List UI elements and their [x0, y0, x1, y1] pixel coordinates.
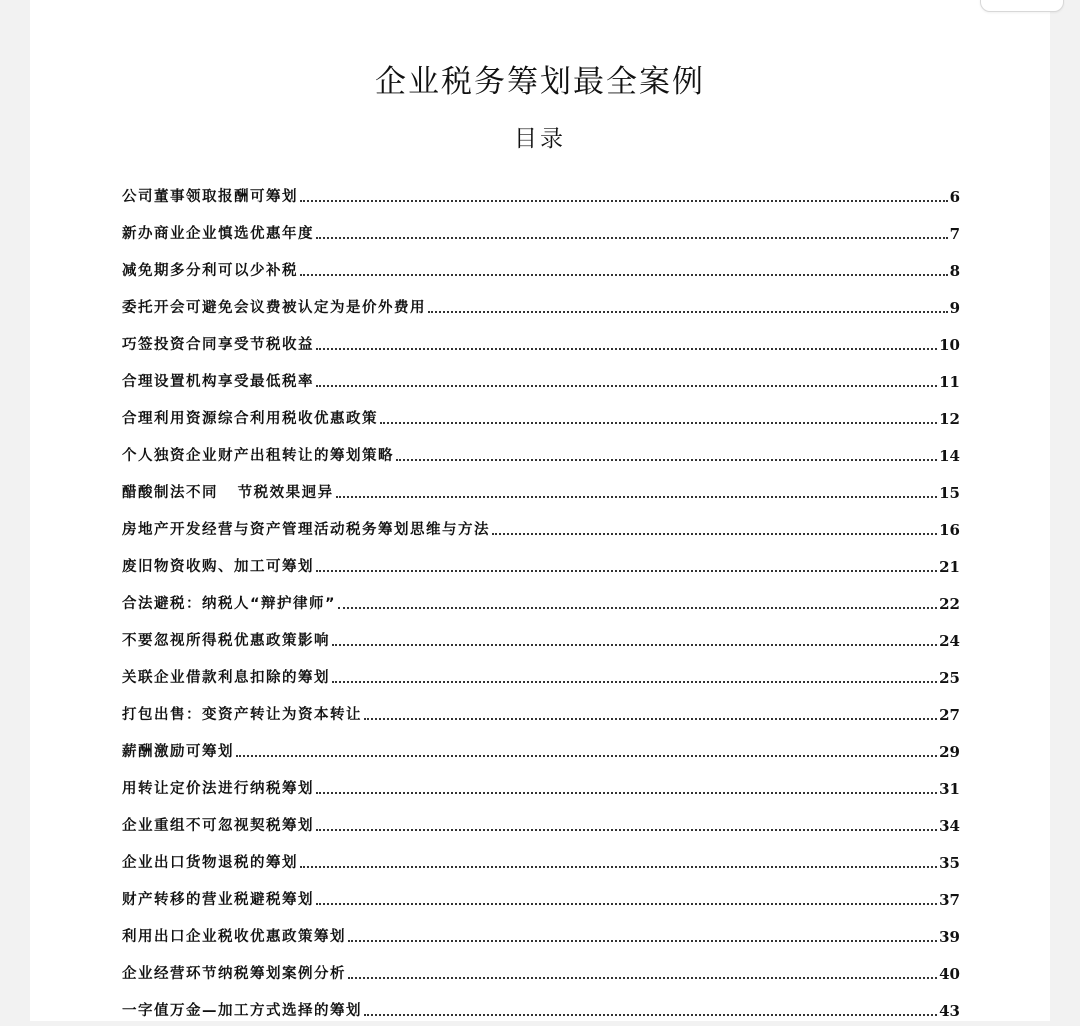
toc-entry[interactable]: [122, 841, 960, 878]
toc-entry[interactable]: [122, 619, 960, 656]
toc-entry[interactable]: [122, 693, 960, 730]
toc-entry-page-number: 10: [939, 336, 960, 354]
toc-entry-title: 公司董事领取报酬可筹划: [122, 189, 298, 205]
toc-entry-title: 一字值万金—加工方式选择的筹划: [122, 1003, 362, 1019]
toc-dot-leader: [316, 792, 937, 794]
toc-entry[interactable]: [122, 767, 960, 804]
toc-dot-leader: [300, 866, 937, 868]
toc-entry-page-number: 24: [939, 632, 960, 650]
toc-entry-title: 合理利用资源综合利用税收优惠政策: [122, 411, 378, 427]
toc-entry[interactable]: [122, 508, 960, 545]
toc-entry-title: 合法避税：纳税人“辩护律师”: [122, 596, 337, 612]
toc-entry[interactable]: [122, 804, 960, 841]
table-of-contents: [122, 175, 960, 1026]
toc-entry-title: 打包出售：变资产转让为资本转让: [122, 707, 362, 723]
toc-heading: 目录: [514, 126, 566, 152]
toc-entry-page-number: 27: [939, 706, 960, 724]
document-page: [30, 0, 1050, 1021]
toc-dot-leader: [316, 348, 937, 350]
toc-entry-page-number: 22: [939, 595, 960, 613]
toc-entry-title: 不要忽视所得税优惠政策影响: [122, 633, 330, 649]
toc-entry[interactable]: [122, 434, 960, 471]
toc-entry[interactable]: [122, 878, 960, 915]
toc-dot-leader: [316, 829, 937, 831]
toc-entry-page-number: 15: [939, 484, 960, 502]
toc-entry-page-number: 39: [939, 928, 960, 946]
toc-entry-page-number: 43: [939, 1002, 960, 1020]
toc-entry-title: 个人独资企业财产出租转让的筹划策略: [122, 448, 394, 464]
toc-entry[interactable]: [122, 989, 960, 1026]
toc-entry[interactable]: [122, 397, 960, 434]
toc-entry-page-number: 35: [939, 854, 960, 872]
toc-dot-leader: [336, 496, 937, 498]
toc-entry[interactable]: [122, 212, 960, 249]
toc-entry[interactable]: [122, 952, 960, 989]
toc-entry-page-number: 37: [939, 891, 960, 909]
toc-entry[interactable]: [122, 915, 960, 952]
toc-dot-leader: [316, 903, 937, 905]
toc-dot-leader: [396, 459, 937, 461]
toc-dot-leader: [428, 311, 948, 313]
toc-dot-leader: [364, 1014, 937, 1016]
toc-dot-leader: [348, 940, 937, 942]
toc-entry-page-number: 16: [939, 521, 960, 539]
toc-dot-leader: [338, 607, 937, 609]
toc-entry-title: 企业出口货物退税的筹划: [122, 855, 298, 871]
toc-entry[interactable]: [122, 582, 960, 619]
toc-entry-page-number: 14: [939, 447, 960, 465]
toc-entry-page-number: 9: [949, 299, 960, 317]
toc-entry-page-number: 11: [939, 373, 960, 391]
toc-entry-title: 房地产开发经营与资产管理活动税务筹划思维与方法: [122, 522, 490, 538]
toc-entry-page-number: 12: [939, 410, 960, 428]
toc-entry-title: 财产转移的营业税避税筹划: [122, 892, 314, 908]
toc-entry-title: 利用出口企业税收优惠政策筹划: [122, 929, 346, 945]
toc-dot-leader: [364, 718, 937, 720]
toc-entry[interactable]: [122, 545, 960, 582]
toc-entry-page-number: 8: [949, 262, 960, 280]
toc-dot-leader: [300, 200, 948, 202]
floating-toolbar-tab[interactable]: [980, 0, 1064, 12]
toc-entry-title: 委托开会可避免会议费被认定为是价外费用: [122, 300, 426, 316]
toc-dot-leader: [236, 755, 937, 757]
toc-entry-title: 企业经营环节纳税筹划案例分析: [122, 966, 346, 982]
toc-entry-page-number: 31: [939, 780, 960, 798]
toc-entry-title: 减免期多分利可以少补税: [122, 263, 298, 279]
toc-dot-leader: [348, 977, 937, 979]
toc-entry-page-number: 7: [949, 225, 960, 243]
toc-dot-leader: [316, 237, 948, 239]
toc-entry[interactable]: [122, 360, 960, 397]
document-title: 企业税务筹划最全案例: [375, 64, 705, 100]
toc-entry-title: 醋酸制法不同 节税效果迥异: [122, 485, 334, 501]
toc-entry-page-number: 6: [949, 188, 960, 206]
toc-dot-leader: [332, 681, 937, 683]
toc-entry-title: 用转让定价法进行纳税筹划: [122, 781, 314, 797]
toc-entry-page-number: 40: [939, 965, 960, 983]
toc-entry-page-number: 21: [939, 558, 960, 576]
toc-entry[interactable]: [122, 730, 960, 767]
toc-entry-title: 废旧物资收购、加工可筹划: [122, 559, 314, 575]
toc-entry-title: 薪酬激励可筹划: [122, 744, 234, 760]
toc-dot-leader: [300, 274, 948, 276]
toc-entry[interactable]: [122, 286, 960, 323]
toc-entry-title: 巧签投资合同享受节税收益: [122, 337, 314, 353]
toc-entry-page-number: 25: [939, 669, 960, 687]
toc-entry-page-number: 29: [939, 743, 960, 761]
toc-entry[interactable]: [122, 175, 960, 212]
toc-entry-title: 新办商业企业慎选优惠年度: [122, 226, 314, 242]
toc-entry-title: 关联企业借款利息扣除的筹划: [122, 670, 330, 686]
toc-entry-title: 合理设置机构享受最低税率: [122, 374, 314, 390]
toc-entry[interactable]: [122, 323, 960, 360]
toc-dot-leader: [332, 644, 937, 646]
toc-dot-leader: [316, 570, 937, 572]
toc-dot-leader: [316, 385, 937, 387]
toc-dot-leader: [492, 533, 937, 535]
toc-entry-title: 企业重组不可忽视契税筹划: [122, 818, 314, 834]
toc-entry-page-number: 34: [939, 817, 960, 835]
toc-entry[interactable]: [122, 471, 960, 508]
toc-entry[interactable]: [122, 656, 960, 693]
toc-entry[interactable]: [122, 249, 960, 286]
toc-dot-leader: [380, 422, 937, 424]
